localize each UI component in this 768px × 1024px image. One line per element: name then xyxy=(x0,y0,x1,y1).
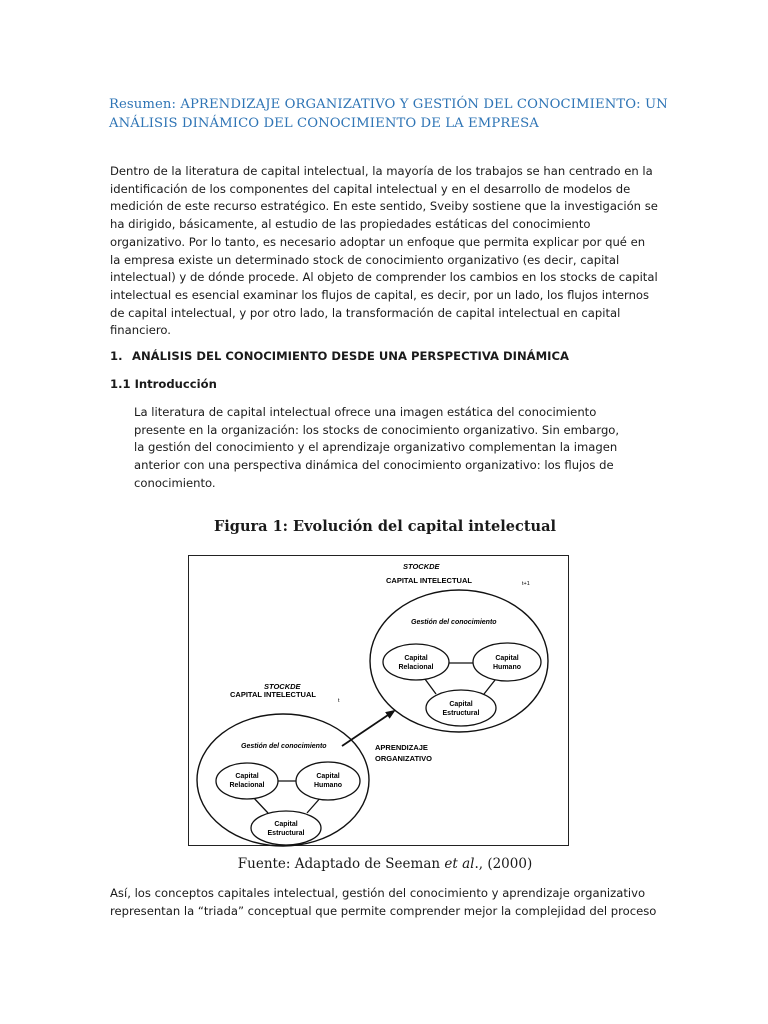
left-time-label: t xyxy=(338,698,340,704)
subsection-heading: 1.1 Introducción xyxy=(110,377,217,391)
section-number: 1. xyxy=(110,349,123,363)
right-node-humano-label-2: Humano xyxy=(493,664,521,671)
section-title: ANÁLISIS DEL CONOCIMIENTO DESDE UNA PERSPECTIVA DINÁMICA xyxy=(132,349,569,363)
intro-paragraph: Dentro de la literatura de capital intelectual, la mayoría de los trabajos se han centrado en la identificación de los componentes del capital intelectual y en el desarrollo de modelos de medición de este recurso estratégico. En este sentido, Sveiby sostiene que la investigación se ha dirigido, básicamente, al estudio de las propiedades estáticas del conocimiento organizativo. Por lo tanto, es necesario adoptar un enfoque que permita explicar por qué en la empresa existe un determinado stock de conocimiento organizativo (es decir, capital intelectual) y de dónde procede. Al objeto de comprender los cambios en los stocks de capital intelectual es esencial examinar los flujos de capital, es decir, por un lado, los flujos internos de capital intelectual, y por otro lado, la transformación de capital intelectual en capital financiero. xyxy=(110,164,658,338)
left-node-estructural xyxy=(251,811,321,845)
figure-diagram xyxy=(188,555,569,846)
right-node-relacional-label-2: Relacional xyxy=(398,664,434,671)
aprendizaje-label-1: APRENDIZAJE xyxy=(375,743,428,752)
right-node-estructural-label-1: Capital xyxy=(449,701,473,708)
left-node-relacional-label-2: Relacional xyxy=(229,782,265,789)
right-stock-label-2: CAPITAL INTELECTUAL xyxy=(386,576,472,585)
figure-source-etal: et al xyxy=(444,856,475,872)
closing-paragraph: Así, los conceptos capitales intelectual, gestión del conocimiento y aprendizaje organizativo representan la “triada” conceptual que permite comprender mejor la complejidad del proceso xyxy=(110,886,657,918)
figure-source-prefix: Fuente: Adaptado de Seeman xyxy=(237,856,445,872)
right-node-humano-label-1: Capital xyxy=(495,655,519,662)
right-node-relacional-label-1: Capital xyxy=(404,655,428,662)
right-time-label: t+1 xyxy=(522,581,530,587)
left-node-relacional-label-1: Capital xyxy=(235,773,259,780)
left-node-relacional xyxy=(216,763,278,799)
right-gestion-label: Gestión del conocimiento xyxy=(411,619,497,626)
aprendizaje-label-2: ORGANIZATIVO xyxy=(375,754,432,763)
left-node-estructural-label-2: Estructural xyxy=(267,830,305,837)
right-node-estructural-label-2: Estructural xyxy=(442,710,480,717)
figure-source-suffix: ., (2000) xyxy=(474,856,533,872)
right-node-estructural xyxy=(426,690,496,726)
section-heading xyxy=(110,349,569,363)
left-stock-label-2: CAPITAL INTELECTUAL xyxy=(230,690,316,699)
evolution-arrow xyxy=(342,711,394,746)
left-node-estructural-label-1: Capital xyxy=(274,821,298,828)
left-stock-label-1: STOCKDE xyxy=(264,682,301,691)
subsection-paragraph: La literatura de capital intelectual ofrece una imagen estática del conocimiento presente en la organización: los stocks de conocimiento organizativo. Sin embargo, la gestión del conocimiento y el aprendizaje organizativo complementan la imagen anterior con una perspectiva dinámica del conocimiento organizativo: los flujos de conocimiento. xyxy=(134,405,620,490)
figure-svg xyxy=(189,556,570,847)
figure-source xyxy=(180,856,590,872)
left-node-humano xyxy=(296,762,360,800)
right-node-relacional xyxy=(383,644,449,680)
left-gestion-label: Gestión del conocimiento xyxy=(241,743,327,750)
figure-title: Figura 1: Evolución del capital intelectual xyxy=(214,518,556,535)
left-node-humano-label-2: Humano xyxy=(314,782,342,789)
document-title: Resumen: APRENDIZAJE ORGANIZATIVO Y GESTIÓN DEL CONOCIMIENTO: UN ANÁLISIS DINÁMICO DEL CONOCIMIENTO DE LA EMPRESA xyxy=(109,97,668,131)
right-node-humano xyxy=(473,643,541,681)
right-stock-label-1: STOCKDE xyxy=(403,562,440,571)
left-node-humano-label-1: Capital xyxy=(316,773,340,780)
